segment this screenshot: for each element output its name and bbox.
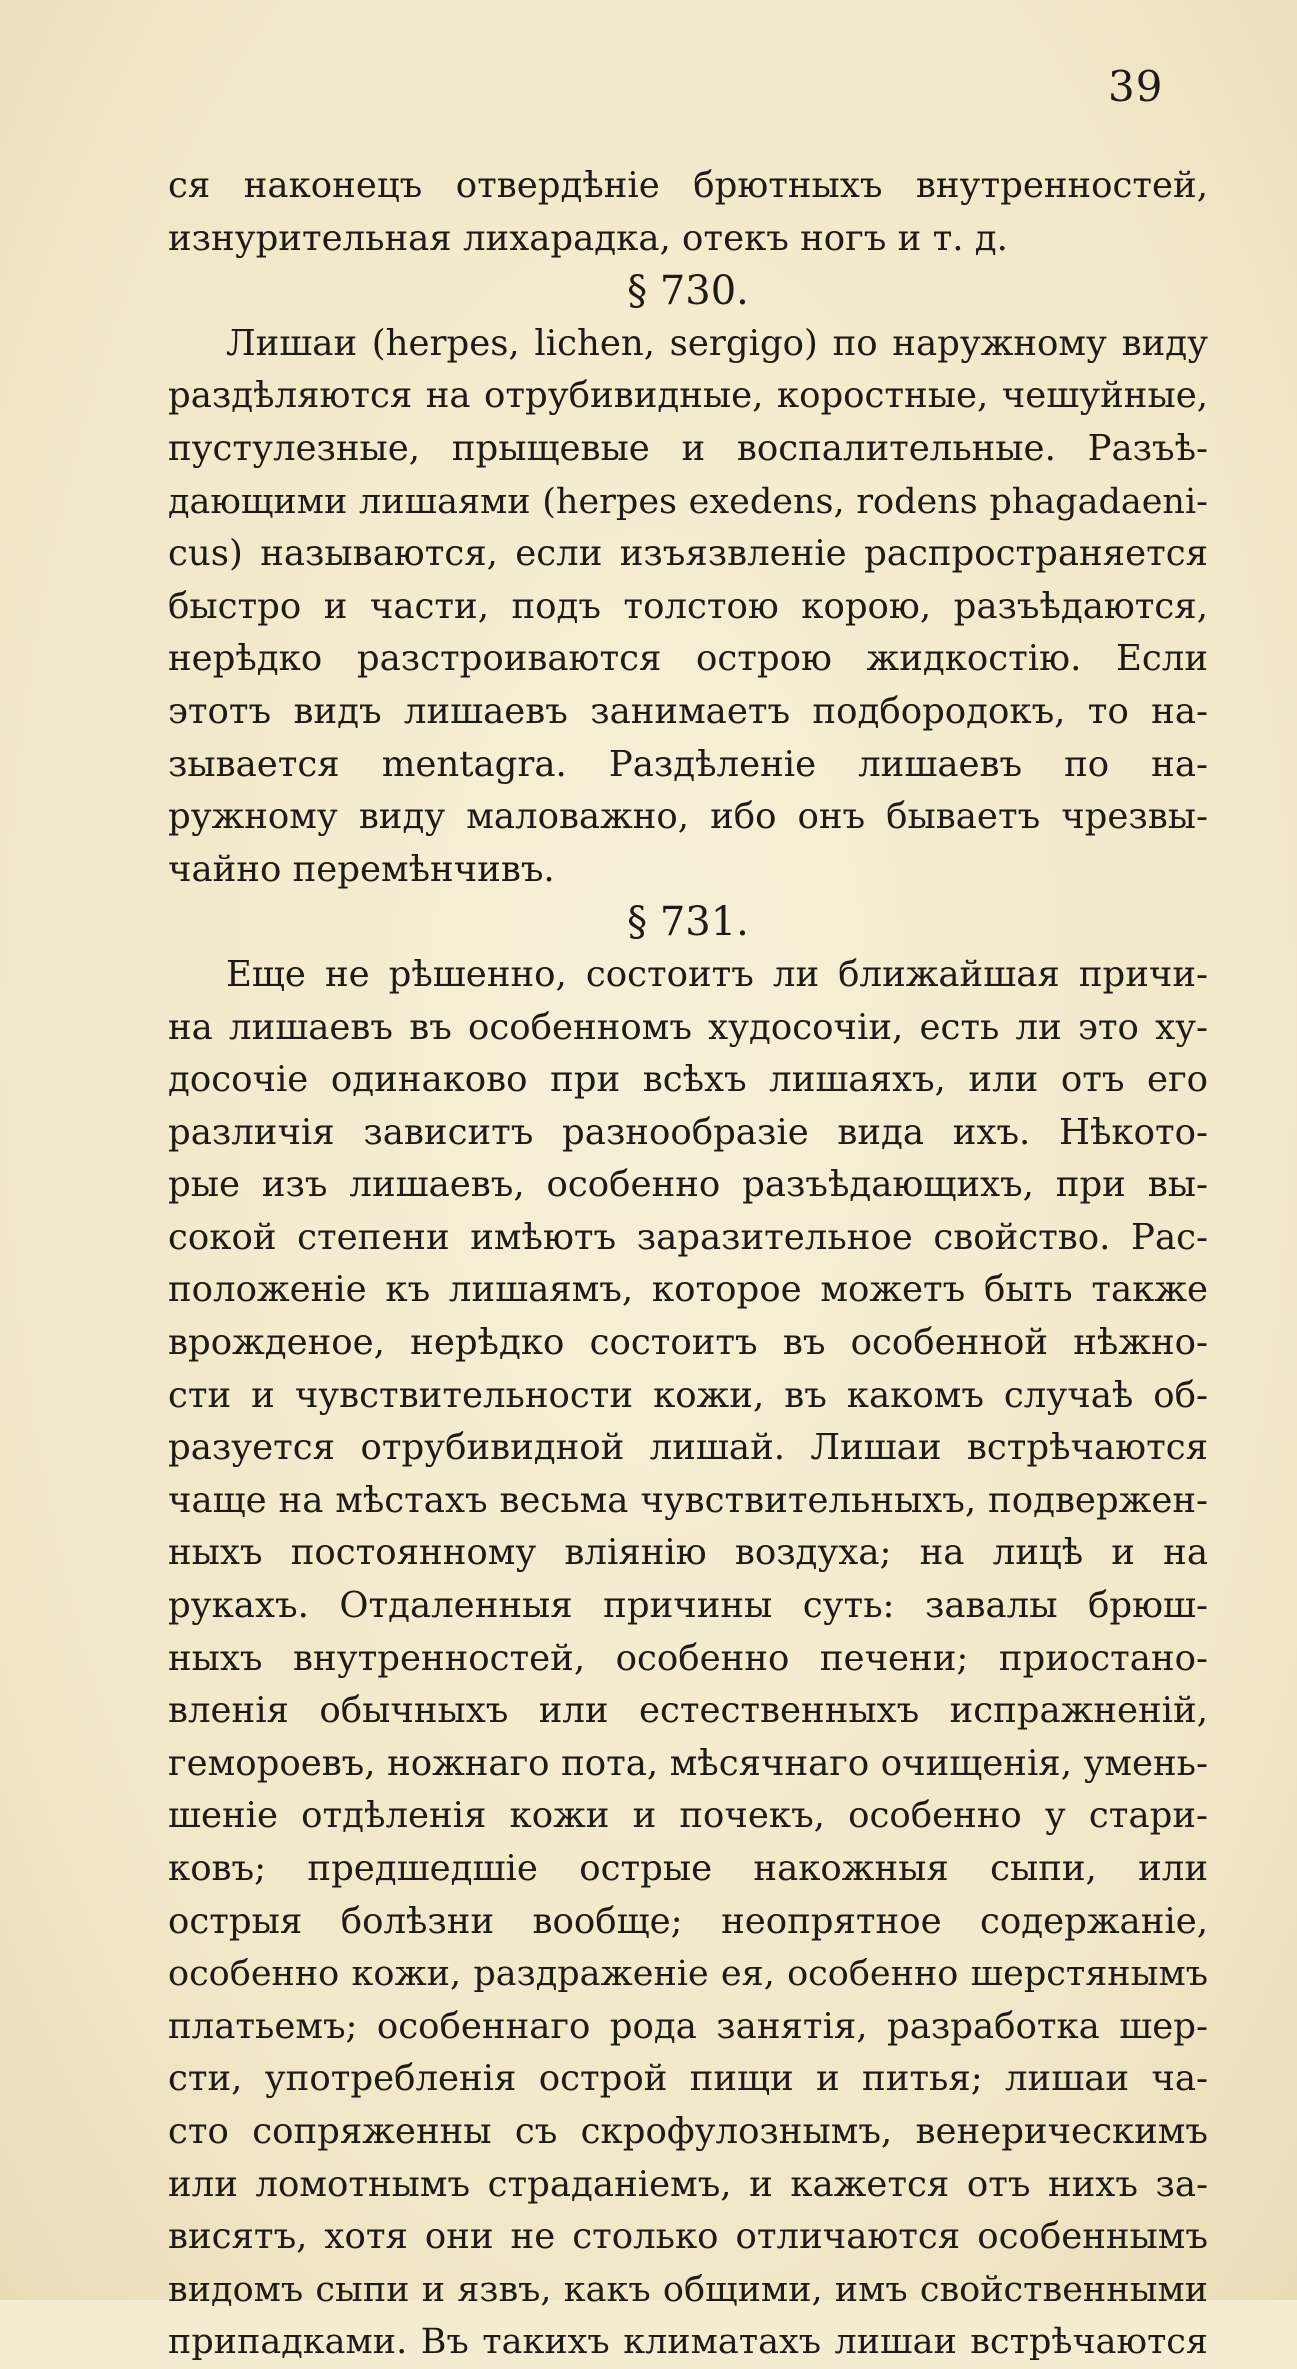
text-line: чаще на мѣстахъ весьма чувствительныхъ, подвержен-	[168, 1479, 1208, 1521]
text-line: припадками. Въ такихъ климатахъ лишаи встрѣчаются	[168, 2322, 1208, 2363]
text-line: дающими лишаями (herpes exedens, rodens phagadaeni-	[168, 481, 1208, 522]
text-line: видомъ сыпи и язвъ, какъ общими, имъ свойственными	[168, 2269, 1208, 2310]
text-line: острыя болѣзни вообще; неопрятное содержаніе,	[168, 1900, 1208, 1942]
text-line: быстро и части, подъ толстою корою, разъѣдаются,	[168, 585, 1208, 627]
text-line: платьемъ; особеннаго рода занятія, разработка шер-	[168, 2005, 1208, 2047]
text-line: пустулезные, прыщевые и воспалительные. Разъѣ-	[168, 427, 1208, 469]
text-line: нерѣдко разстроиваются острою жидкостію. Если	[168, 638, 1208, 680]
text-line: ружному виду маловажно, ибо онъ бываетъ чрезвы-	[168, 796, 1208, 838]
text-line: на лишаевъ въ особенномъ худосочіи, есть ли это ху-	[168, 1006, 1208, 1048]
text-line: ныхъ внутренностей, особенно печени; приостано-	[168, 1637, 1208, 1679]
section-heading: § 731.	[627, 899, 749, 946]
text-line: Еще не рѣшенно, состоитъ ли ближайшая причи-	[226, 953, 1208, 995]
text-line: сокой степени имѣютъ заразительное свойство. Рас-	[168, 1216, 1208, 1258]
text-line: досочіе одинаково при всѣхъ лишаяхъ, или отъ его	[168, 1059, 1208, 1101]
text-line: ковъ; предшедшіе острые накожныя сыпи, или	[168, 1848, 1208, 1889]
text-line: изнурительная лихарадка, отекъ ногъ и т. д.	[168, 217, 1008, 259]
text-line: этотъ видъ лишаевъ занимаетъ подбородокъ, то на-	[168, 690, 1208, 732]
text-line: ныхъ постоянному вліянію воздуха; на лицѣ и на	[168, 1532, 1208, 1574]
section-heading: § 730.	[627, 268, 749, 315]
text-line: сто сопряженны съ скрофулознымъ, венерическимъ	[168, 2110, 1208, 2152]
text-line: рые изъ лишаевъ, особенно разъѣдающихъ, при вы-	[168, 1164, 1208, 1206]
text-line: или ломотнымъ страданіемъ, и кажется отъ нихъ за-	[168, 2163, 1208, 2205]
text-line: висятъ, хотя они не столько отличаются особеннымъ	[168, 2216, 1208, 2258]
text-line: гемороевъ, ножнаго пота, мѣсячнаго очищенія, умень-	[168, 1742, 1208, 1784]
text-line: cus) называются, если изъязвленіе распространяется	[168, 533, 1208, 575]
text-line: чайно перемѣнчивъ.	[168, 848, 555, 890]
body-text	[168, 160, 1208, 2369]
text-line: сти, употребленія острой пищи и питья; лишаи ча-	[168, 2058, 1208, 2100]
text-line: рукахъ. Отдаленныя причины суть: завалы брюш-	[168, 1585, 1208, 1627]
text-line: шеніе отдѣленія кожи и почекъ, особенно у стари-	[168, 1795, 1208, 1837]
text-line: особенно кожи, раздраженіе ея, особенно шерстянымъ	[168, 1954, 1208, 1995]
text-line: зывается mentagra. Раздѣленіе лишаевъ по на-	[168, 743, 1208, 785]
text-line: раздѣляются на отрубивидные, коростные, чешуйные,	[168, 375, 1208, 417]
text-line: различія зависитъ разнообразіе вида ихъ. Нѣкото-	[168, 1111, 1208, 1153]
text-line: врожденое, нерѣдко состоитъ въ особенной нѣжно-	[168, 1322, 1208, 1364]
text-line: ся наконецъ отвердѣніе брютныхъ внутренностей,	[168, 165, 1208, 206]
text-line: сти и чувствительности кожи, въ какомъ случаѣ об-	[168, 1374, 1208, 1416]
text-line: вленія обычныхъ или естественныхъ испражненій,	[168, 1690, 1208, 1732]
text-line: Лишаи (herpes, lichen, sergigo) по наружному виду	[226, 322, 1208, 364]
text-line: положеніе къ лишаямъ, которое можетъ быть также	[168, 1269, 1208, 1311]
page-number: 39	[1108, 62, 1164, 111]
text-line: разуется отрубивидной лишай. Лишаи встрѣчаются	[168, 1427, 1208, 1469]
